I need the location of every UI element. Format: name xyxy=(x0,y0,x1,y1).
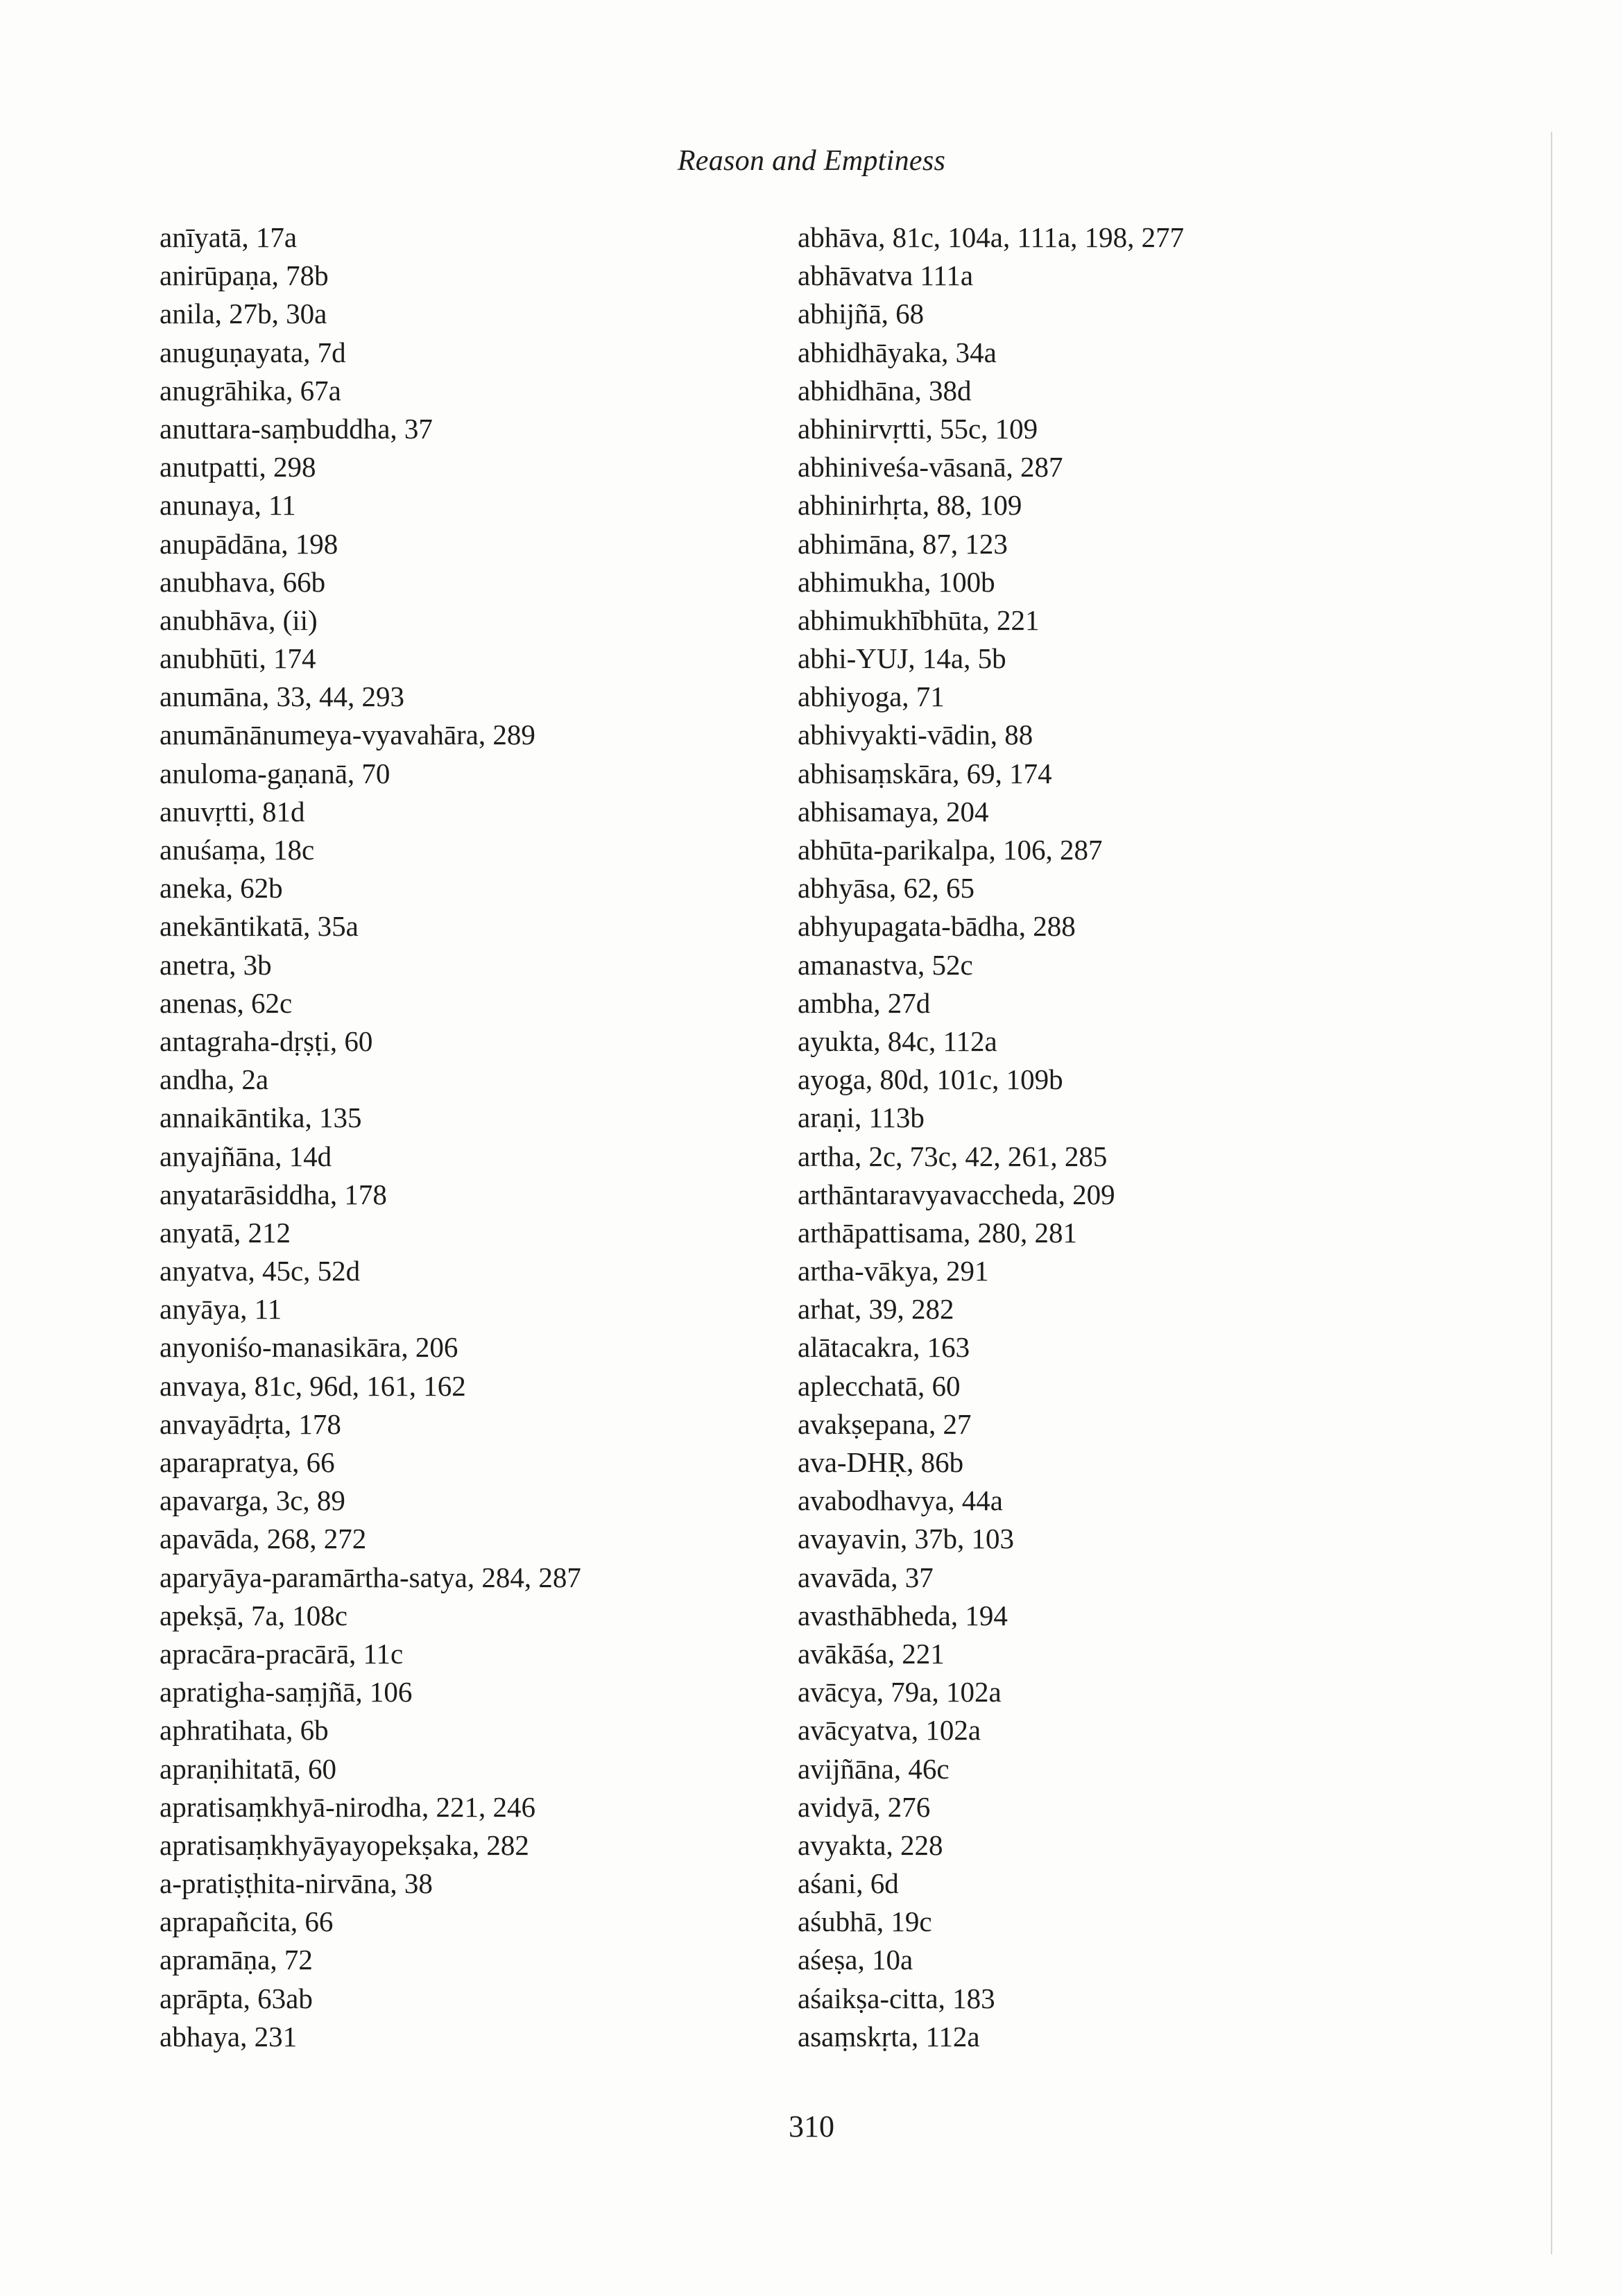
page-number: 310 xyxy=(789,2109,834,2143)
index-entry: avabodhavya, 44a xyxy=(798,1484,1003,1517)
index-entry: abhyupagata-bādha, 288 xyxy=(798,910,1076,943)
index-entry: a-pratiṣṭhita-nirvāna, 38 xyxy=(160,1867,433,1900)
index-entry: abhimāna, 87, 123 xyxy=(798,527,1008,560)
index-entry: anuguṇayata, 7d xyxy=(160,336,346,368)
index-entry: aparapratya, 66 xyxy=(160,1446,335,1478)
running-head: Reason and Emptiness xyxy=(677,145,946,177)
index-entry: anīyatā, 17a xyxy=(160,221,298,253)
index-entry: anubhāva, (ii) xyxy=(160,603,318,636)
index-entry: anetra, 3b xyxy=(160,948,272,981)
index-entry: aneka, 62b xyxy=(160,872,283,905)
index-entry: anyatā, 212 xyxy=(160,1216,291,1249)
index-entry: ambha, 27d xyxy=(798,986,931,1019)
index-entry: anila, 27b, 30a xyxy=(160,298,327,330)
index-entry: aparyāya-paramārtha-satya, 284, 287 xyxy=(160,1561,581,1593)
index-entry: avavāda, 37 xyxy=(798,1561,934,1593)
index-entry: aśaikṣa-citta, 183 xyxy=(798,1982,995,2014)
index-entry: abhivyakti-vādin, 88 xyxy=(798,719,1033,751)
index-entry: arthāpattisama, 280, 281 xyxy=(798,1216,1078,1249)
index-entry: abhāva, 81c, 104a, 111a, 198, 277 xyxy=(798,221,1185,253)
index-entry: aśubhā, 19c xyxy=(798,1905,932,1938)
index-entry: abhaya, 231 xyxy=(160,2020,298,2053)
index-entry: arthāntaravyavaccheda, 209 xyxy=(798,1178,1115,1210)
index-entry: avasthābheda, 194 xyxy=(798,1599,1008,1631)
index-entry: aśani, 6d xyxy=(798,1867,899,1900)
index-entry: abhinirhṛta, 88, 109 xyxy=(798,489,1022,522)
index-entry: abhāvatva 111a xyxy=(798,259,974,292)
index-entry: avayavin, 37b, 103 xyxy=(798,1523,1014,1555)
index-entry: alātacakra, 163 xyxy=(798,1331,970,1364)
index-entry: anuttara-saṃbuddha, 37 xyxy=(160,412,433,445)
index-entry: avakṣepana, 27 xyxy=(798,1407,972,1440)
index-entry: anuvṛtti, 81d xyxy=(160,795,305,828)
index-entry: anuśaṃa, 18c xyxy=(160,834,315,866)
index-entry: avācyatva, 102a xyxy=(798,1714,981,1747)
index-entry: anubhava, 66b xyxy=(160,565,326,598)
index-entry: apavarga, 3c, 89 xyxy=(160,1484,345,1517)
index-entry: anvayādṛta, 178 xyxy=(160,1407,341,1440)
index-entry: apavāda, 268, 272 xyxy=(160,1523,367,1555)
index-entry: abhidhāyaka, 34a xyxy=(798,336,997,368)
index-entry: avidyā, 276 xyxy=(798,1790,931,1823)
index-entry: anumānānumeya-vyavahāra, 289 xyxy=(160,719,535,751)
index-entry: aphratihata, 6b xyxy=(160,1714,329,1747)
index-entry: asaṃskṛta, 112a xyxy=(798,2020,980,2053)
index-entry: anupādāna, 198 xyxy=(160,527,338,560)
index-entry: arhat, 39, 282 xyxy=(798,1293,954,1326)
index-entry: artha-vākya, 291 xyxy=(798,1255,989,1287)
index-entry: antagraha-dṛṣṭi, 60 xyxy=(160,1025,373,1057)
index-entry: anyāya, 11 xyxy=(160,1293,282,1326)
index-entry: apratisaṃkhyā-nirodha, 221, 246 xyxy=(160,1790,535,1823)
index-entry: anirūpaṇa, 78b xyxy=(160,259,329,292)
index-entry: apraṇihitatā, 60 xyxy=(160,1752,337,1785)
index-entry: abhisamaya, 204 xyxy=(798,795,989,828)
index-column-left xyxy=(160,219,784,2056)
index-entry: amanastva, 52c xyxy=(798,948,973,981)
index-column-right xyxy=(798,219,1463,2056)
index-entry: abhisaṃskāra, 69, 174 xyxy=(798,757,1052,789)
index-entry: aśeṣa, 10a xyxy=(798,1944,913,1976)
index-entry: anubhūti, 174 xyxy=(160,642,316,675)
index-entry: artha, 2c, 73c, 42, 261, 285 xyxy=(798,1140,1108,1172)
index-entry: ayoga, 80d, 101c, 109b xyxy=(798,1063,1063,1096)
index-entry: aprapañcita, 66 xyxy=(160,1905,334,1938)
index-entry: anutpatti, 298 xyxy=(160,451,316,483)
index-entry: aprāpta, 63ab xyxy=(160,1982,313,2014)
index-entry: anvaya, 81c, 96d, 161, 162 xyxy=(160,1369,466,1402)
index-entry: aplecchatā, 60 xyxy=(798,1369,961,1402)
index-entry: andha, 2a xyxy=(160,1063,269,1096)
margin-scan-line xyxy=(1551,132,1552,2254)
index-entry: anyajñāna, 14d xyxy=(160,1140,332,1172)
index-entry: abhimukhībhūta, 221 xyxy=(798,603,1040,636)
index-entry: anenas, 62c xyxy=(160,986,293,1019)
index-entry: abhūta-parikalpa, 106, 287 xyxy=(798,834,1103,866)
index-entry: ayukta, 84c, 112a xyxy=(798,1025,997,1057)
index-entry: anyatva, 45c, 52d xyxy=(160,1255,361,1287)
index-entry: apekṣā, 7a, 108c xyxy=(160,1599,347,1631)
index-entry: avyakta, 228 xyxy=(798,1828,943,1861)
index-entry: abhinirvṛtti, 55c, 109 xyxy=(798,412,1038,445)
index-entry: abhiyoga, 71 xyxy=(798,680,945,713)
index-entry: abhijñā, 68 xyxy=(798,298,925,330)
index-entry: anyoniśo-manasikāra, 206 xyxy=(160,1331,458,1364)
index-entry: apramāṇa, 72 xyxy=(160,1944,313,1976)
index-entry: anunaya, 11 xyxy=(160,489,296,522)
index-entry: abhidhāna, 38d xyxy=(798,374,972,406)
index-entry: avācya, 79a, 102a xyxy=(798,1676,1002,1708)
index-entry: avijñāna, 46c xyxy=(798,1752,950,1785)
index-entry: araṇi, 113b xyxy=(798,1102,925,1134)
index-entry: ava-DHṚ, 86b xyxy=(798,1446,964,1478)
index-entry: abhiniveśa-vāsanā, 287 xyxy=(798,451,1063,483)
index-entry: abhyāsa, 62, 65 xyxy=(798,872,975,905)
index-entry: apratigha-saṃjñā, 106 xyxy=(160,1676,413,1708)
index-entry: avākāśa, 221 xyxy=(798,1637,945,1670)
index-entry: anyatarāsiddha, 178 xyxy=(160,1178,387,1210)
index-entry: abhi-YUJ, 14a, 5b xyxy=(798,642,1006,675)
index-entry: anekāntikatā, 35a xyxy=(160,910,359,943)
index-entry: abhimukha, 100b xyxy=(798,565,995,598)
index-entry: apracāra-pracārā, 11c xyxy=(160,1637,404,1670)
index-entry: anumāna, 33, 44, 293 xyxy=(160,680,404,713)
index-entry: anugrāhika, 67a xyxy=(160,374,341,406)
index-entry: apratisaṃkhyāyayopekṣaka, 282 xyxy=(160,1828,529,1861)
index-entry: anuloma-gaṇanā, 70 xyxy=(160,757,390,789)
index-entry: annaikāntika, 135 xyxy=(160,1102,362,1134)
